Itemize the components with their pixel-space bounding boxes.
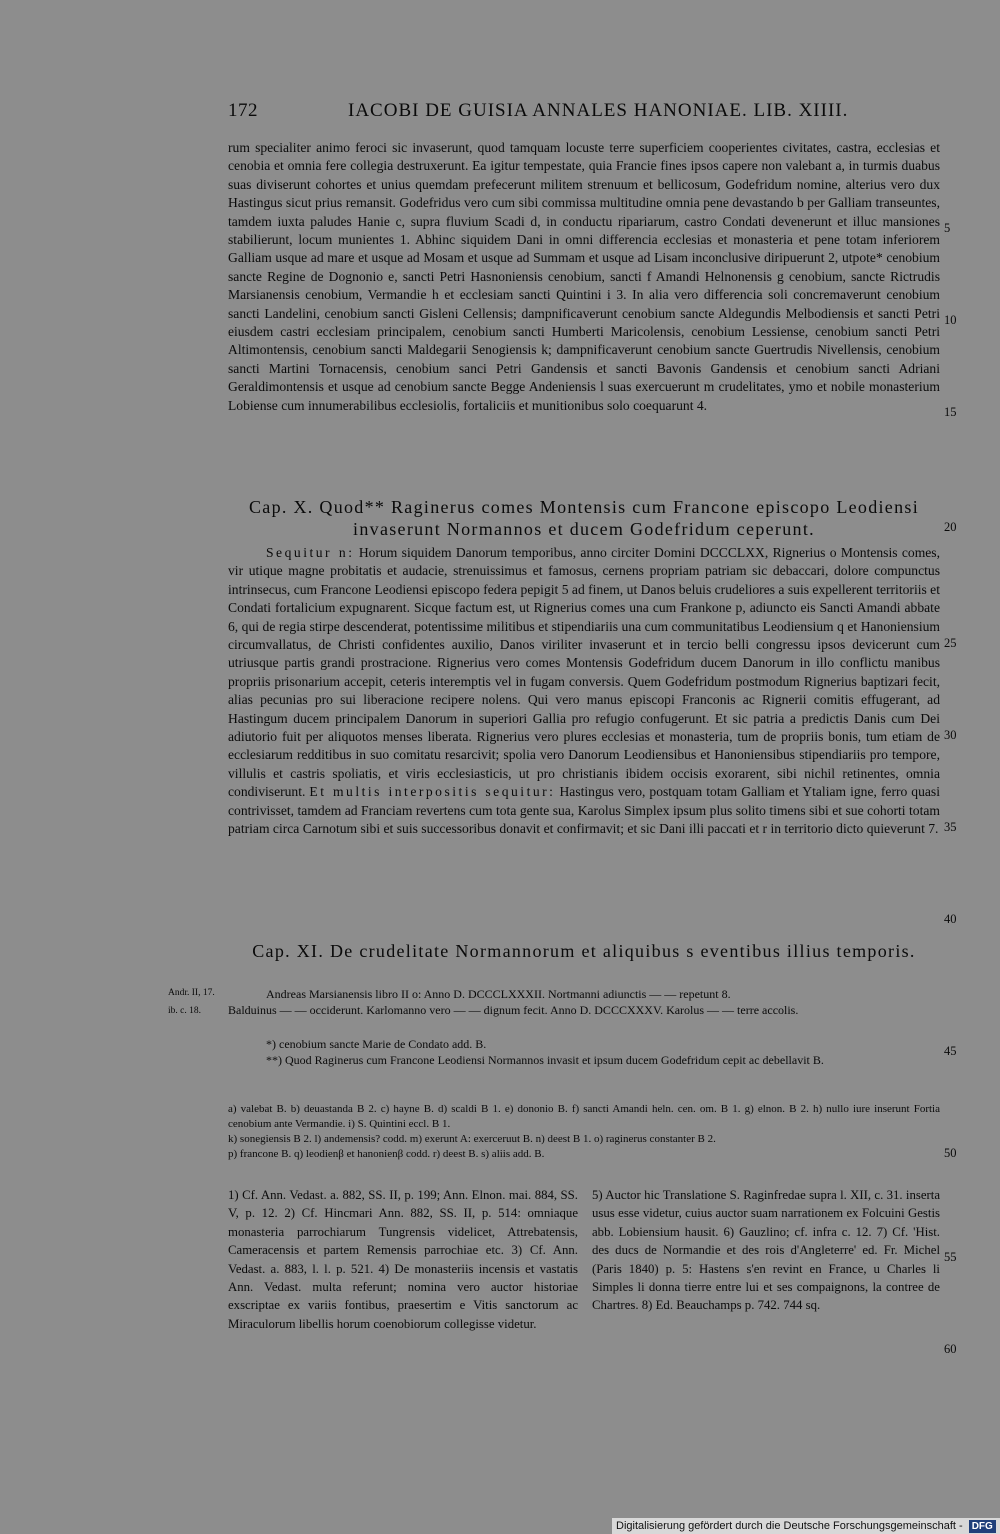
chapter-10-heading: Cap. X. Quod** Raginerus comes Montensis cum Francone episcopo Leodiensi invaserunt Normannos et ducem Godefridum ceperunt. bbox=[249, 497, 919, 539]
funding-footer bbox=[612, 1518, 1000, 1534]
margin-line-number: 45 bbox=[944, 1044, 957, 1058]
dfg-logo: DFG bbox=[969, 1520, 996, 1533]
margin-line-number: 30 bbox=[944, 728, 957, 742]
side-reference-2: ib. c. 18. bbox=[168, 1006, 201, 1016]
paragraph-3-text: Hastingus vero, postquam totam Galliam et Ytaliam igne, ferro quasi contrivisset, tamdem ad Franciam revertens cum tota gente sua, Karolus Simplex ipsum plus solito timens sibi et sue cohorti totam patriam circa Carnotum sibi et suis successoribus donavit et confirmavit; et sic Dani illi paccati et r in territorio dicto quieverunt 7. bbox=[228, 784, 940, 837]
margin-line-number: 20 bbox=[944, 520, 957, 534]
footnotes-right-column: 5) Auctor hic Translatione S. Raginfredae supra l. XII, c. 31. inserta usus esse videtur, cuius auctor suam narrationem ex Folcuini Gestis abb. Lobiensium hausit. 6) Gauzlino; cf. infra c. 12. 7) Cf. 'Hist. des ducs de Normandie et des rois d'Angleterre' ed. Fr. Michel (Paris 1840) p. 5: Hastens s'en revint en France, u Charles li Simples li donna tierre entre lui et ses compaignons, la contree de Chartres. 8) Ed. Beauchamps p. 742. 744 sq. bbox=[592, 1188, 940, 1313]
paragraph-2-text: Horum siquidem Danorum temporibus, anno circiter Domini DCCCLXX, Rignerius o Montensis comes, vir utique magne probitatis et audacie, strenuissimus et famosus, cernens propriam patriam sic debaccari, dolore compunctus intrinsecus, cum Francone Leodiensi episcopo federa pepigit 5 ad finem, ut Danos beluis crudeliores a suis expellerent territoriis et Condati fortalicium expugnarent. Sicque factum est, ut Rignerius comes una cum Frankone p, adiuncto eis Sancti Amandi abbate 6, qui de regia stirpe descenderat, potentissime militibus et stipendiariis una cum communitatibus Leodiensium q et Hanoniensium circumvallatus, de Christi confidentes auxilio, Danos viriliter invaserunt et in tercio belli congressu ipsos devicerunt cum utriusque partis grandi prostracione. Rignerius vero comes Montensis Godefridum ducem Danorum in illo conflictu manibus propriis prisonarium accepit, ceteris interemptis vel in fugam conversis. Quem Godefridum postmodum Rignerius baptizari fecit, alias pecunias pro sui liberacione recipere nolens. Qui vero manus episcopi Franconis ac Rignerii comitis effugerant, ad Hastingum ducem principalem Danorum in superiori Gallia pro refugio confugerunt. Et sic patria a predictis Danis cum Dei adiutorio fuit per aliquotos menses liberata. Rignerius vero plures ecclesias et monasteria, tum de propriis bonis, tum etiam de ecclesiarum redditibus in suo comitatu resarcivit; spolia vero Danorum Leodiensibus et Hanoniensibus stipendiariis pro tempore, villulis et castris spoliatis, et viris ecclesiasticis, ut pro christianis ibidem occisis exorarent, sibi nichil retinentes, omnia condiviserunt. bbox=[228, 545, 940, 800]
margin-line-number: 50 bbox=[944, 1146, 957, 1160]
paragraph-1: rum specialiter animo feroci sic invaserunt, quod tamquam locuste terre superficiem cooperientes civitates, castra, ecclesias et cenobia et omnia fere collegia destruxerunt. Ea igitur tempestate, quia Francie fines ipsos capere non valebant a, in turmis duabus suas diviserunt cohortes et unius quemdam prefecerunt militem strenuum et bellicosum, Godefridum nomine, alterius vero dux Hastingus sicut prius remansit. Godefridus vero cum sibi commissa multitudine omnia pene devastando b per Galliam transeuntes, tamdem iuxta paludes Hanie c, supra fluvium Scadi d, in conductu ripariarum, castro Condati devenerunt et illuc mansiones stabilierunt, locum munientes 1. Abhinc siquidem Dani in omni differencia ecclesias et monasteria et pene totam inferiorem Galliam usque ad mare et usque ad Mosam et usque ad Summam et usque ad Lisam inconclusive diripuerunt 2, utpote* cenobium sancte Regine de Dognonio e, sancti Petri Hasnoniensis cenobium, sancti f Amandi Helnonensis g cenobium, sancte Rictrudis Marsianensis cenobium, Vermandie h et ecclesiam sancti Quintini i 3. In alia vero differencia soli concremaverunt cenobium sancti Landelini, cenobium sancti Gisleni Cellensis; dampnificaverunt cenobium sancte Aldegundis Melbodiensis et sancti Petri eiusdem castri ecclesiam principalem, cenobium sancti Humberti Maricolensis, cenobium Lessiense, cenobium sancti Petri Altimontensis, cenobium sancti Maldegarii Senogiensis k; dampnificaverunt cenobium sancte Guertrudis Nivellensis, cenobium sancti Martini Tornacensis, cenobium sanci Petri Gandensis et sancti Bavonis Gandensis et cenobium sancti Adriani Geraldimontensis et usque ad cenobium sancte Begge Andeniensis l suas exercuerunt m crudelitates, ymo et nobile monasterium Lobiense cum innumerabilibus ecclesiolis, fortaliciis et munitionibus solo coequarunt 4. bbox=[228, 140, 940, 413]
side-reference-1: Andr. II, 17. bbox=[168, 988, 215, 998]
margin-line-number: 25 bbox=[944, 636, 957, 650]
margin-line-number: 60 bbox=[944, 1342, 957, 1356]
chapter-11-heading: Cap. XI. De crudelitate Normannorum et aliquibus s eventibus illius temporis. bbox=[252, 941, 916, 961]
page-number: 172 bbox=[228, 100, 258, 121]
margin-line-number: 35 bbox=[944, 820, 957, 834]
footnotes-left-column: 1) Cf. Ann. Vedast. a. 882, SS. II, p. 199; Ann. Elnon. mai. 884, SS. V, p. 12. 2) Cf. Hincmari Ann. 882, SS. II, p. 514: omniaque monasteria parrochiarum Tungrensis videlicet, Attrebatensis, Cameracensis et partem Remensis parrochiae etc. 3) Cf. Ann. Vedast. a. 883, l. l. p. 521. 4) De monasteriis incensis et vastatis Ann. Vedast. multa referunt; nomina vero auctor historiae exscriptae ex variis fontibus, praesertim e Vitis sanctorum ac Miraculorum libellis horum coenobiorum collegisse videtur. bbox=[228, 1188, 578, 1331]
margin-line-number: 15 bbox=[944, 405, 957, 419]
andreas-citation: Andreas Marsianensis libro II o: Anno D. DCCCLXXXII. Nortmanni adiunctis — — repetunt 8. Balduinus — — occiderunt. Karlomanno vero — — dignum fecit. Anno D. DCCCXXXV. Karolus — — terre accolis. bbox=[228, 987, 799, 1017]
margin-line-number: 10 bbox=[944, 313, 957, 327]
star-notes: *) cenobium sancte Marie de Condato add. B. **) Quod Raginerus cum Francone Leodiensi Normannos invasit et ipsum ducem Godefridum cepit ac debellavit B. bbox=[266, 1037, 824, 1067]
margin-line-number: 40 bbox=[944, 912, 957, 926]
page-header bbox=[228, 100, 940, 130]
funding-text: Digitalisierung gefördert durch die Deutsche Forschungsgemeinschaft - bbox=[616, 1520, 963, 1532]
sequitur-lead: Sequitur n: bbox=[266, 545, 355, 560]
paragraph-2 bbox=[228, 544, 940, 839]
margin-line-number: 5 bbox=[944, 221, 951, 235]
interpositis-lead: Et multis interpositis sequitur: bbox=[309, 784, 556, 800]
variant-readings: a) valebat B. b) deuastanda B 2. c) hayne B. d) scaldi B 1. e) dononio B. f) sancti Amandi heln. cen. om. B 1. g) elnon. B 2. h) nullo iure inserunt Fortia cenobium ante Vermandie. i) S. Quintini eccl. B 1. k) sonegiensis B 2. l) andemensis? codd. m) exerunt A: exerceruut B. n) deest B 1. o) raginerus constanter B 2. p) francone B. q) leodienβ et hanonienβ codd. r) deest B. s) aliis add. B. bbox=[228, 1103, 940, 1160]
running-title: IACOBI DE GUISIA ANNALES HANONIAE. LIB. XIIII. bbox=[348, 100, 849, 121]
margin-line-number: 55 bbox=[944, 1250, 957, 1264]
